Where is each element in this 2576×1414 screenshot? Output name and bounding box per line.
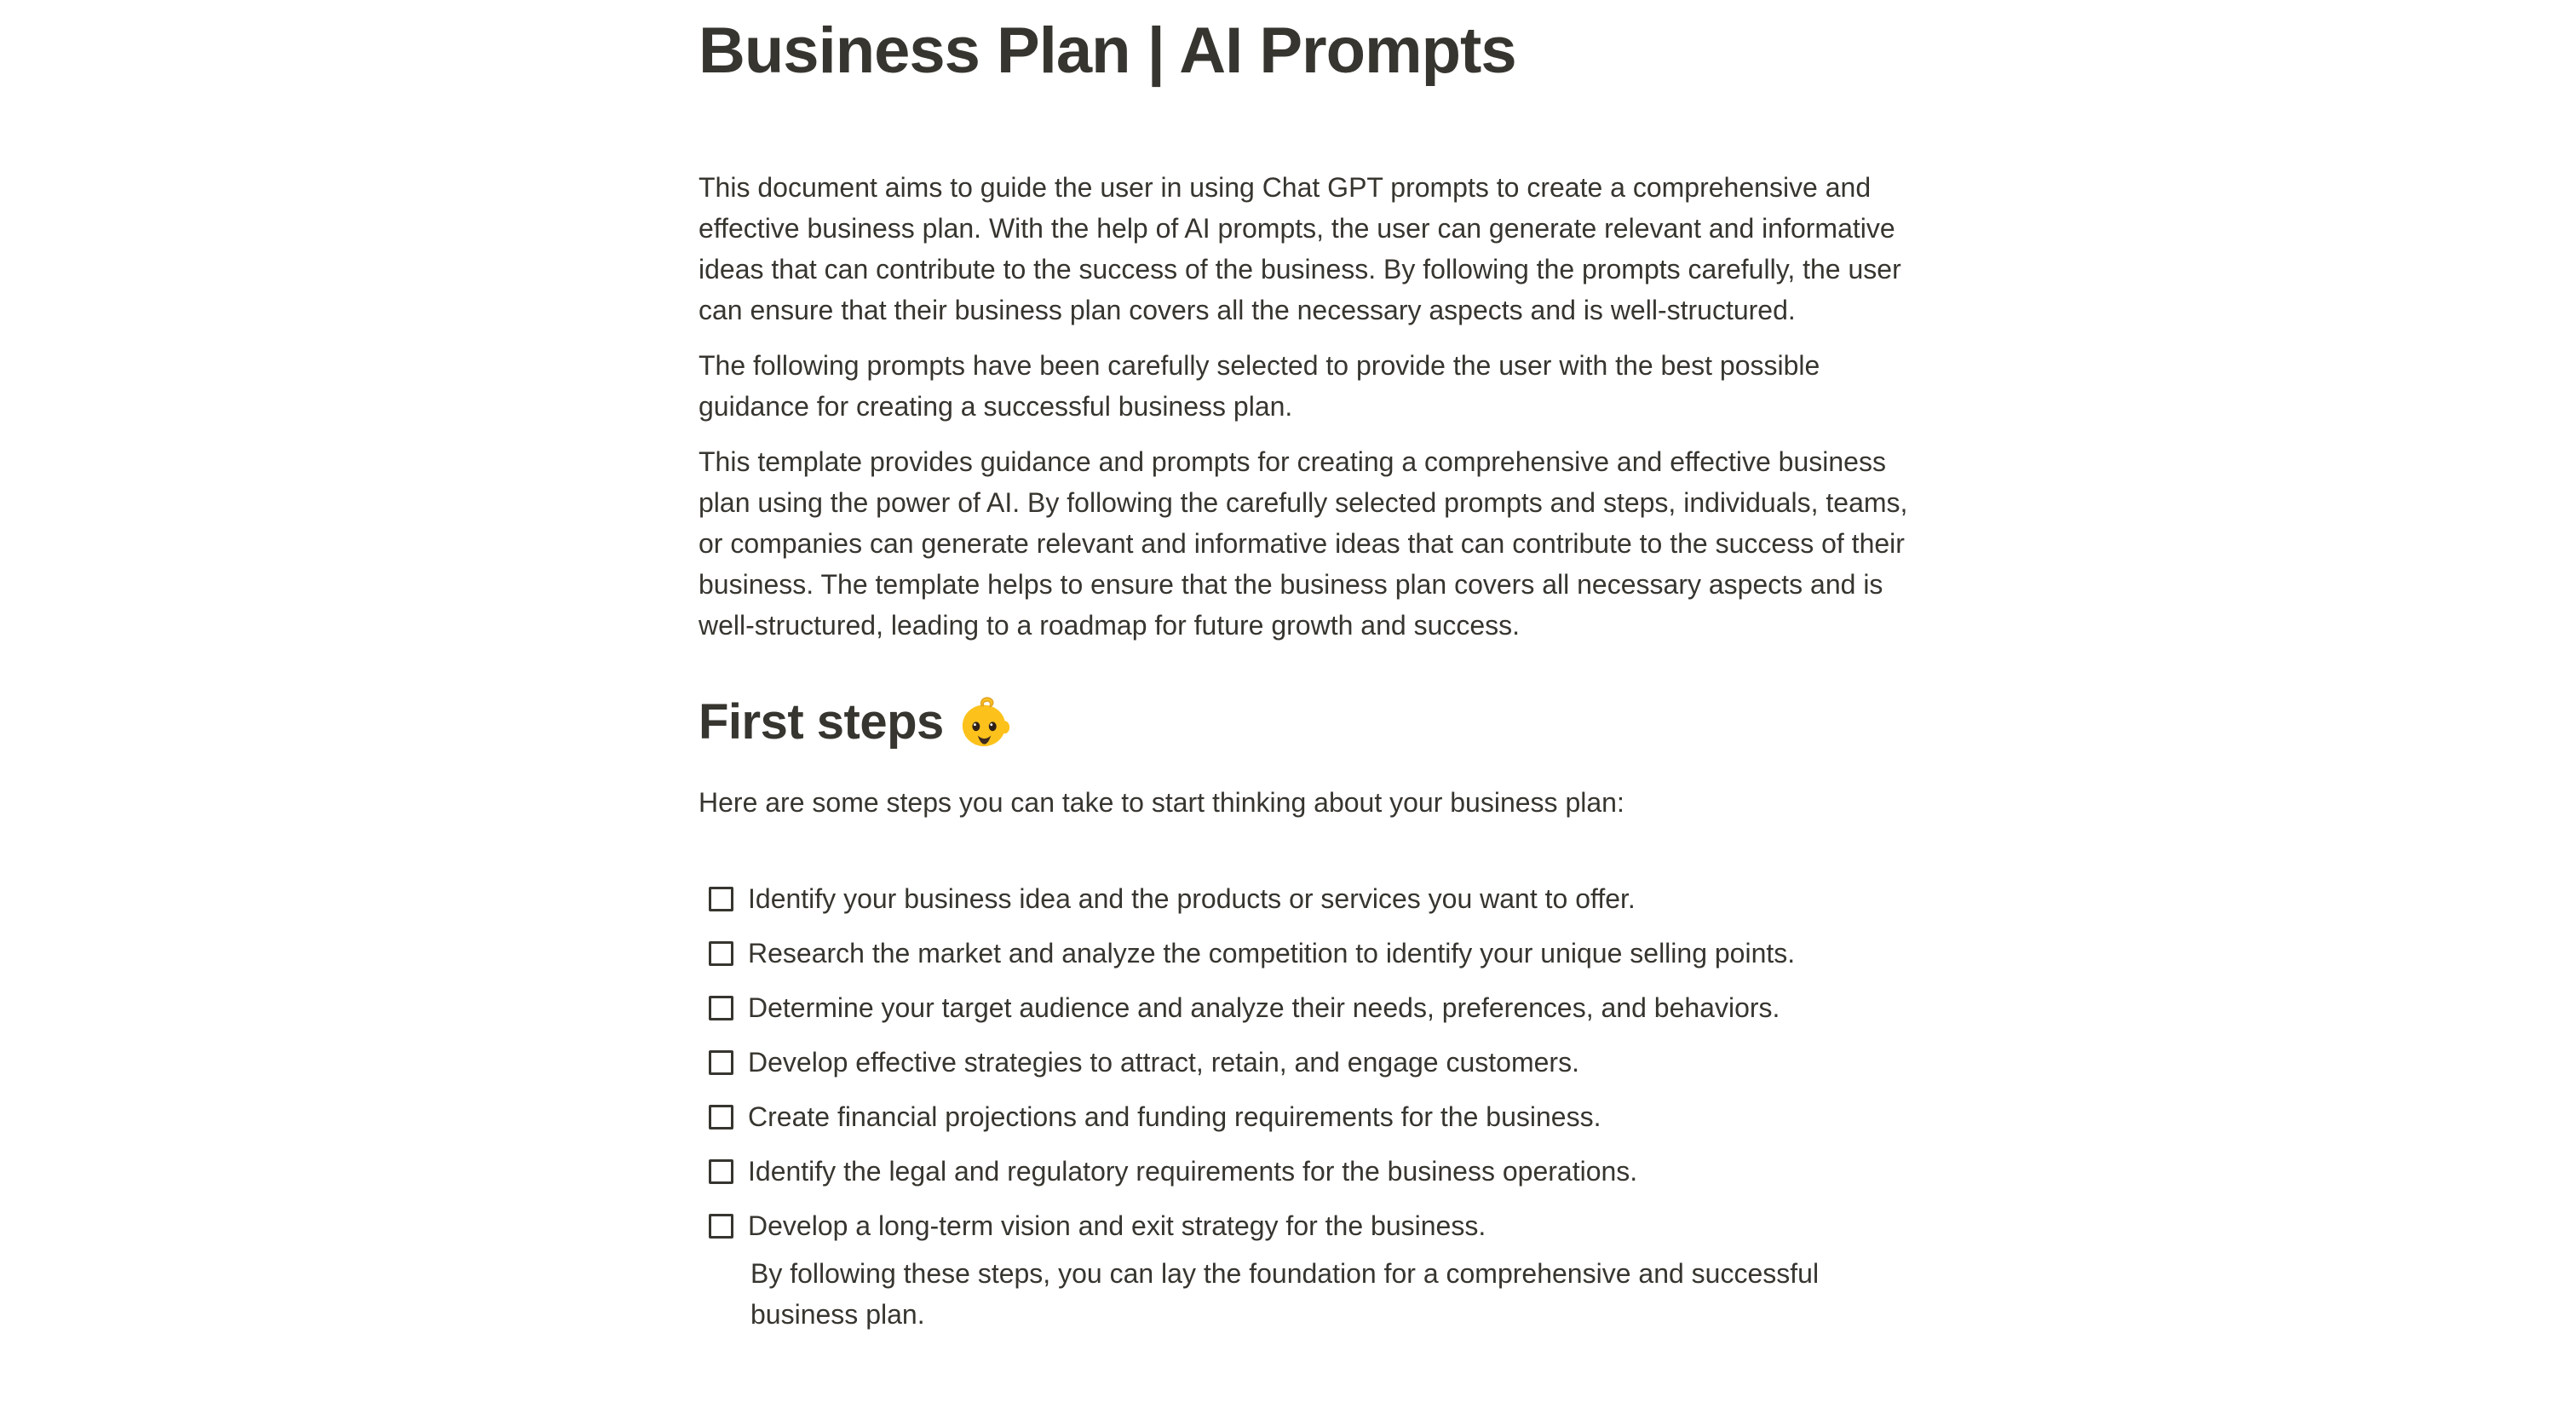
todo-label: Identify your business idea and the products or services you want to offer. <box>748 883 1636 914</box>
todo-item[interactable] <box>699 1089 1912 1144</box>
intro-paragraph-2: The following prompts have been carefully selected to provide the user with the best possible guidance for creating a successful business plan. <box>699 350 1820 422</box>
intro-paragraph-1: This document aims to guide the user in using Chat GPT prompts to create a comprehensive and effective business plan. With the help of AI prompts, the user can generate relevant and informative ideas that can contribute to the success of the business. By following the prompts carefully, the user can ensure that their business plan covers all the necessary aspects and is well-structured. <box>699 172 1901 325</box>
todo-item[interactable] <box>699 1035 1912 1089</box>
intro-paragraph-3: This template provides guidance and prompts for creating a comprehensive and effective business plan using the power of AI. By following the carefully selected prompts and steps, individuals, teams, or companies can generate relevant and informative ideas that can contribute to the success of their business. The template helps to ensure that the business plan covers all necessary aspects and is well-structured, leading to a roadmap for future growth and success. <box>699 446 1908 641</box>
document-page <box>699 12 1912 1335</box>
todo-label: Develop effective strategies to attract, retain, and engage customers. <box>748 1047 1579 1078</box>
todo-checkbox[interactable] <box>709 941 733 966</box>
todo-checkbox[interactable] <box>709 1050 733 1075</box>
todo-footer-note: By following these steps, you can lay the foundation for a comprehensive and successful business plan. <box>750 1258 1820 1330</box>
todo-item[interactable] <box>699 1198 1912 1253</box>
todo-label: Identify the legal and regulatory requirements for the business operations. <box>748 1156 1638 1187</box>
intro-section <box>699 167 1912 646</box>
todo-item[interactable] <box>699 926 1912 980</box>
baby-emoji-icon <box>959 696 1012 749</box>
todo-list <box>699 871 1912 1253</box>
todo-checkbox[interactable] <box>709 1214 733 1239</box>
todo-checkbox[interactable] <box>709 1105 733 1129</box>
todo-checkbox[interactable] <box>709 996 733 1020</box>
todo-label: Research the market and analyze the competition to identify your unique selling points. <box>748 938 1796 969</box>
todo-label: Develop a long-term vision and exit strategy for the business. <box>748 1210 1486 1241</box>
todo-checkbox[interactable] <box>709 887 733 911</box>
todo-item[interactable] <box>699 871 1912 926</box>
section-lead: Here are some steps you can take to start thinking about your business plan: <box>699 787 1624 818</box>
todo-checkbox[interactable] <box>709 1159 733 1184</box>
todo-label: Create financial projections and funding requirements for the business. <box>748 1101 1601 1132</box>
section-heading-text: First steps <box>699 694 944 750</box>
page-title: Business Plan | AI Prompts <box>699 14 1516 87</box>
section-heading <box>699 692 1912 753</box>
todo-label: Determine your target audience and analyze their needs, preferences, and behaviors. <box>748 992 1780 1023</box>
todo-item[interactable] <box>699 1144 1912 1198</box>
todo-item[interactable] <box>699 980 1912 1035</box>
